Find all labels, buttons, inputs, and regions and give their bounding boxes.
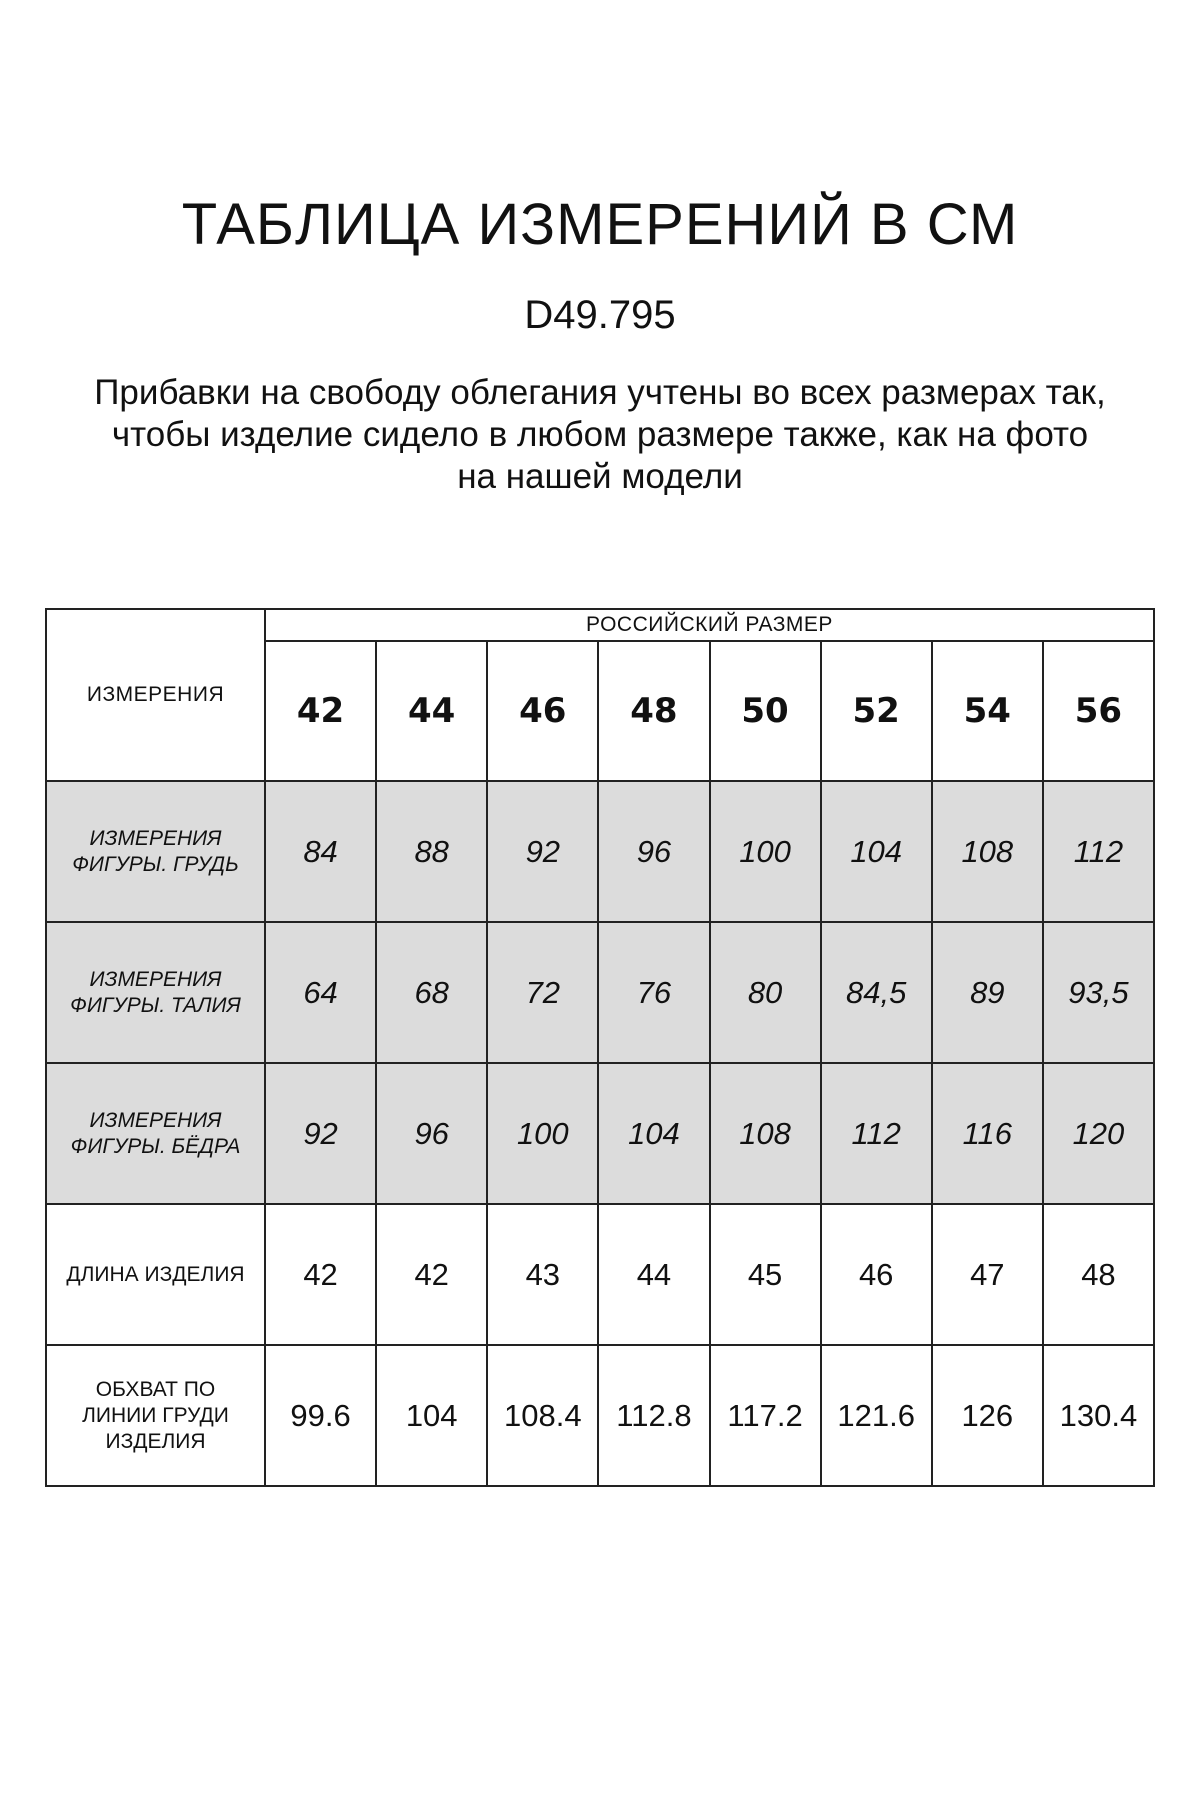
table-cell: 47 xyxy=(932,1204,1043,1345)
fit-note xyxy=(40,372,1160,498)
table-cell: 44 xyxy=(598,1204,709,1345)
size-header-cell: 50 xyxy=(710,641,821,781)
size-header-cell: 54 xyxy=(932,641,1043,781)
page-title: ТАБЛИЦА ИЗМЕРЕНИЙ В СМ xyxy=(181,192,1019,257)
measurement-label-line: ИЗМЕРЕНИЯ xyxy=(89,967,222,991)
corner-label: ИЗМЕРЕНИЯ xyxy=(46,609,265,781)
size-header-cell: 46 xyxy=(487,641,598,781)
table-cell: 130.4 xyxy=(1043,1345,1154,1486)
table-cell: 104 xyxy=(376,1345,487,1486)
table-cell: 89 xyxy=(932,922,1043,1063)
table-cell: 112.8 xyxy=(598,1345,709,1486)
size-table xyxy=(45,608,1155,1487)
measurement-label xyxy=(46,781,265,922)
table-cell: 42 xyxy=(265,1204,376,1345)
size-group-label: РОССИЙСКИЙ РАЗМЕР xyxy=(265,609,1154,641)
table-cell: 43 xyxy=(487,1204,598,1345)
table-row xyxy=(46,922,1154,1063)
size-header-cell: 42 xyxy=(265,641,376,781)
measurement-label-line: ЛИНИИ ГРУДИ xyxy=(82,1403,229,1427)
size-header-cell: 56 xyxy=(1043,641,1154,781)
table-cell: 96 xyxy=(598,781,709,922)
measurement-label xyxy=(46,1063,265,1204)
measurement-label-line: ИЗМЕРЕНИЯ xyxy=(89,1108,222,1132)
table-row xyxy=(46,1063,1154,1204)
size-header-cell: 48 xyxy=(598,641,709,781)
measurement-label-line: ФИГУРЫ. ТАЛИЯ xyxy=(70,993,241,1017)
table-cell: 42 xyxy=(376,1204,487,1345)
size-header-cell: 44 xyxy=(376,641,487,781)
table-cell: 45 xyxy=(710,1204,821,1345)
measurement-label-line: ФИГУРЫ. ГРУДЬ xyxy=(72,852,239,876)
table-cell: 96 xyxy=(376,1063,487,1204)
table-cell: 100 xyxy=(487,1063,598,1204)
table-cell: 64 xyxy=(265,922,376,1063)
table-cell: 72 xyxy=(487,922,598,1063)
table-cell: 46 xyxy=(821,1204,932,1345)
table-cell: 76 xyxy=(598,922,709,1063)
measurement-label-line: ИЗМЕРЕНИЯ xyxy=(89,826,222,850)
fit-note-line: чтобы изделие сидело в любом размере также, как на фото xyxy=(111,415,1089,454)
size-header-cell: 52 xyxy=(821,641,932,781)
fit-note-line: Прибавки на свободу облегания учтены во всех размерах так, xyxy=(94,373,1106,412)
table-header-row xyxy=(46,609,1154,641)
table-cell: 126 xyxy=(932,1345,1043,1486)
measurement-label-line: ФИГУРЫ. БЁДРА xyxy=(70,1134,241,1158)
table-cell: 99.6 xyxy=(265,1345,376,1486)
table-cell: 100 xyxy=(710,781,821,922)
table-cell: 68 xyxy=(376,922,487,1063)
measurement-label-line: ОБХВАТ ПО xyxy=(95,1377,216,1401)
table-cell: 88 xyxy=(376,781,487,922)
table-cell: 108 xyxy=(932,781,1043,922)
table-cell: 104 xyxy=(821,781,932,922)
table-cell: 108 xyxy=(710,1063,821,1204)
table-cell: 48 xyxy=(1043,1204,1154,1345)
table-row xyxy=(46,1204,1154,1345)
measurement-label-line: ИЗДЕЛИЯ xyxy=(105,1429,206,1453)
table-cell: 112 xyxy=(821,1063,932,1204)
article-number: D49.795 xyxy=(524,293,676,337)
table-cell: 120 xyxy=(1043,1063,1154,1204)
table-row xyxy=(46,781,1154,922)
table-cell: 121.6 xyxy=(821,1345,932,1486)
table-cell: 80 xyxy=(710,922,821,1063)
table-cell: 92 xyxy=(265,1063,376,1204)
measurement-label xyxy=(46,1345,265,1486)
table-cell: 112 xyxy=(1043,781,1154,922)
measurement-label xyxy=(46,922,265,1063)
measurement-label xyxy=(46,1204,265,1345)
table-cell: 84,5 xyxy=(821,922,932,1063)
table-row xyxy=(46,1345,1154,1486)
table-cell: 104 xyxy=(598,1063,709,1204)
table-cell: 116 xyxy=(932,1063,1043,1204)
table-cell: 108.4 xyxy=(487,1345,598,1486)
table-cell: 92 xyxy=(487,781,598,922)
table-cell: 93,5 xyxy=(1043,922,1154,1063)
table-cell: 84 xyxy=(265,781,376,922)
table-cell: 117.2 xyxy=(710,1345,821,1486)
fit-note-line: на нашей модели xyxy=(457,457,743,496)
measurement-label-line: ДЛИНА ИЗДЕЛИЯ xyxy=(66,1262,245,1286)
